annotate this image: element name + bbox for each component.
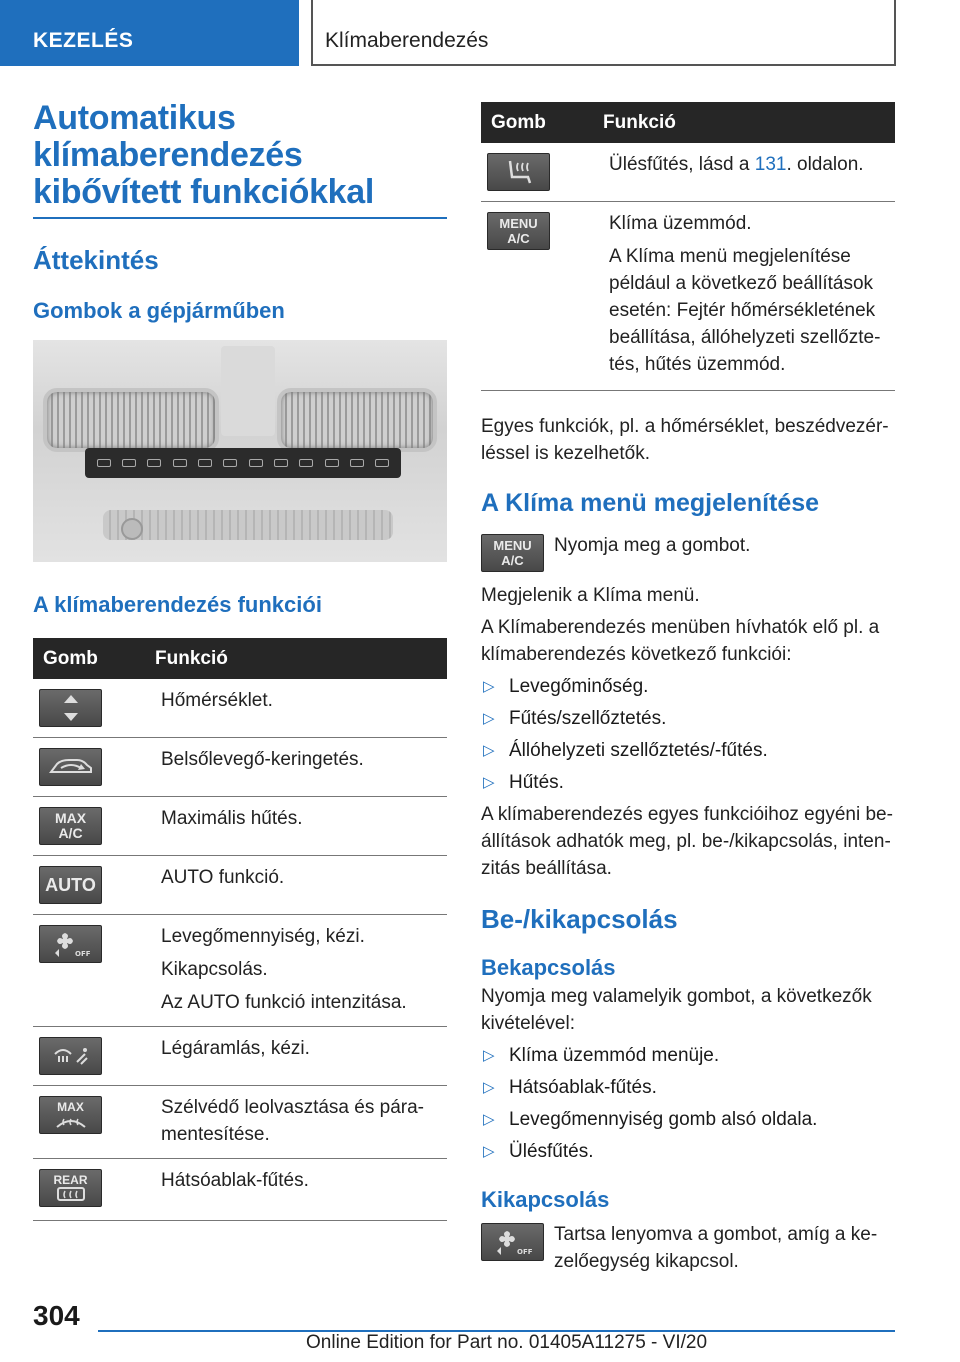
- function-table-left: [33, 638, 447, 1221]
- page-title: Automatikus klímaberendezés kibővített funkciókkal: [33, 99, 375, 211]
- heading-functions: A klímaberendezés funkciói: [33, 592, 322, 617]
- table-row: [33, 1086, 447, 1159]
- row-text: Maximális hűtés.: [161, 808, 303, 829]
- svg-text:OFF: OFF: [74, 950, 91, 957]
- list-item: ▷ Ülésfűtés.: [481, 1138, 895, 1165]
- rear-defrost-label: REAR: [53, 1173, 88, 1187]
- row-text: Kikapcsolás.: [161, 959, 268, 980]
- seat-heating-text: Ülésfűtés, lásd a: [609, 154, 755, 175]
- lower-vent: [103, 510, 393, 540]
- table-row: [33, 679, 447, 738]
- seat-heating-text-end: . oldalon.: [786, 154, 864, 175]
- page-number: 304: [33, 1300, 80, 1331]
- row-text: Hőmérséklet.: [161, 690, 273, 711]
- chapter-title: Klímaberendezés: [325, 29, 489, 52]
- list-item: ▷ Klíma üzemmód menüje.: [481, 1042, 895, 1069]
- on-exceptions-list: [481, 1042, 895, 1165]
- voice-note: Egyes funkciók, pl. a hőmérséklet, beszédvezér-léssel is kezelhetők.: [481, 416, 889, 464]
- temperature-arrows-icon: [39, 689, 102, 727]
- list-item: ▷ Levegőmennyiség gomb alsó oldala.: [481, 1106, 895, 1133]
- row-text: Szélvédő leolvasztása és pára-mentesítése.: [161, 1097, 424, 1145]
- rear-defrost-icon: [39, 1169, 102, 1207]
- row-text: AUTO funkció.: [161, 867, 285, 888]
- menu-step: [481, 532, 895, 572]
- max-ac-label: MAX A/C: [54, 810, 87, 841]
- col-header-button: Gomb: [481, 102, 603, 143]
- list-item: ▷ Levegőminőség.: [481, 673, 895, 700]
- display-shape: [221, 346, 275, 436]
- heading-on: Bekapcsolás: [481, 955, 616, 980]
- row-text: Az AUTO funkció intenzitása.: [161, 992, 407, 1013]
- seat-heating-icon: [487, 153, 550, 191]
- max-defrost-label: MAX: [57, 1100, 84, 1114]
- section-tab: [0, 0, 299, 66]
- function-table-right: [481, 102, 895, 391]
- fan-off-icon: [481, 1223, 544, 1261]
- volume-knob: [121, 518, 143, 540]
- list-item: ▷ Fűtés/szellőztetés.: [481, 705, 895, 732]
- col-header-function: Funkció: [603, 102, 895, 143]
- heading-buttons: Gombok a gépjárműben: [33, 298, 285, 323]
- chapter-header: [311, 0, 896, 66]
- section-title: KEZELÉS: [33, 29, 134, 52]
- right-vent: [277, 388, 437, 452]
- off-step-text: Tartsa lenyomva a gombot, amíg a ke-zelőegység kikapcsol.: [554, 1224, 878, 1272]
- table-row: [33, 915, 447, 1027]
- col-header-function: Funkció: [155, 638, 447, 679]
- settings-text: A klímaberendezés egyes funkcióihoz egyéni be-állítások adhatók meg, pl. be-/kikapcsolás, inten-zitás beállítása.: [481, 804, 893, 879]
- row-text: Hátsóablak-fűtés.: [161, 1170, 309, 1191]
- title-rule: [33, 217, 447, 219]
- menu-functions-text: A Klímaberendezés menüben hívhatók elő pl. a klímaberendezés következő funkciói:: [481, 617, 880, 665]
- function-list: [481, 673, 895, 796]
- row-text: Légáramlás, kézi.: [161, 1038, 310, 1059]
- right-column: [481, 102, 895, 1275]
- edition-text: Online Edition for Part no. 01405A11275 - VI/20: [306, 1332, 708, 1353]
- auto-label: AUTO: [45, 874, 96, 895]
- table-row: [33, 1159, 447, 1221]
- menu-step-text: Nyomja meg a gombot.: [554, 535, 751, 556]
- table-row: [481, 143, 895, 202]
- auto-icon: [39, 866, 102, 904]
- heading-overview: Áttekintés: [33, 245, 159, 275]
- button-strip: [85, 448, 401, 478]
- menu-ac-label: MENU A/C: [493, 538, 532, 568]
- control-panel-photo: [33, 340, 447, 562]
- page-reference-link[interactable]: 131: [754, 154, 787, 175]
- heading-menu: A Klíma menü megjelenítése: [481, 489, 820, 517]
- row-text: A Klíma menü megjelenítése például a következő beállítások esetén: Fejtér hőmérsékletének beállítása, állóhelyzeti szellőzte-tés, hűtés üzemmód.: [609, 246, 881, 375]
- col-header-button: Gomb: [33, 638, 155, 679]
- air-distribution-icon: [39, 1037, 102, 1075]
- on-text: Nyomja meg valamelyik gombot, a következők kivételével:: [481, 986, 872, 1034]
- row-text: Levegőmennyiség, kézi.: [161, 926, 365, 947]
- table-row: [33, 1027, 447, 1086]
- row-text: [609, 151, 895, 178]
- table-row: [33, 738, 447, 797]
- table-row: [33, 856, 447, 915]
- max-ac-icon: [39, 807, 102, 845]
- heading-onoff: Be-/kikapcsolás: [481, 904, 678, 934]
- recirculation-car-icon: [39, 748, 102, 786]
- row-text: Klíma üzemmód.: [609, 213, 752, 234]
- fan-off-icon: [39, 925, 102, 963]
- menu-shown-text: Megjelenik a Klíma menü.: [481, 585, 700, 606]
- left-vent: [43, 388, 219, 452]
- menu-ac-icon: [487, 212, 550, 250]
- left-column: [33, 100, 447, 1221]
- max-defrost-icon: [39, 1096, 102, 1134]
- menu-ac-label: MENU A/C: [499, 216, 538, 246]
- off-step: [481, 1221, 895, 1275]
- table-row: [481, 202, 895, 391]
- list-item: ▷ Állóhelyzeti szellőztetés/-fűtés.: [481, 737, 895, 764]
- list-item: ▷ Hűtés.: [481, 769, 895, 796]
- list-item: ▷ Hátsóablak-fűtés.: [481, 1074, 895, 1101]
- menu-ac-icon: [481, 534, 544, 572]
- table-row: [33, 797, 447, 856]
- heading-off: Kikapcsolás: [481, 1187, 610, 1212]
- svg-text:OFF: OFF: [516, 1248, 533, 1255]
- row-text: Belsőlevegő-keringetés.: [161, 749, 364, 770]
